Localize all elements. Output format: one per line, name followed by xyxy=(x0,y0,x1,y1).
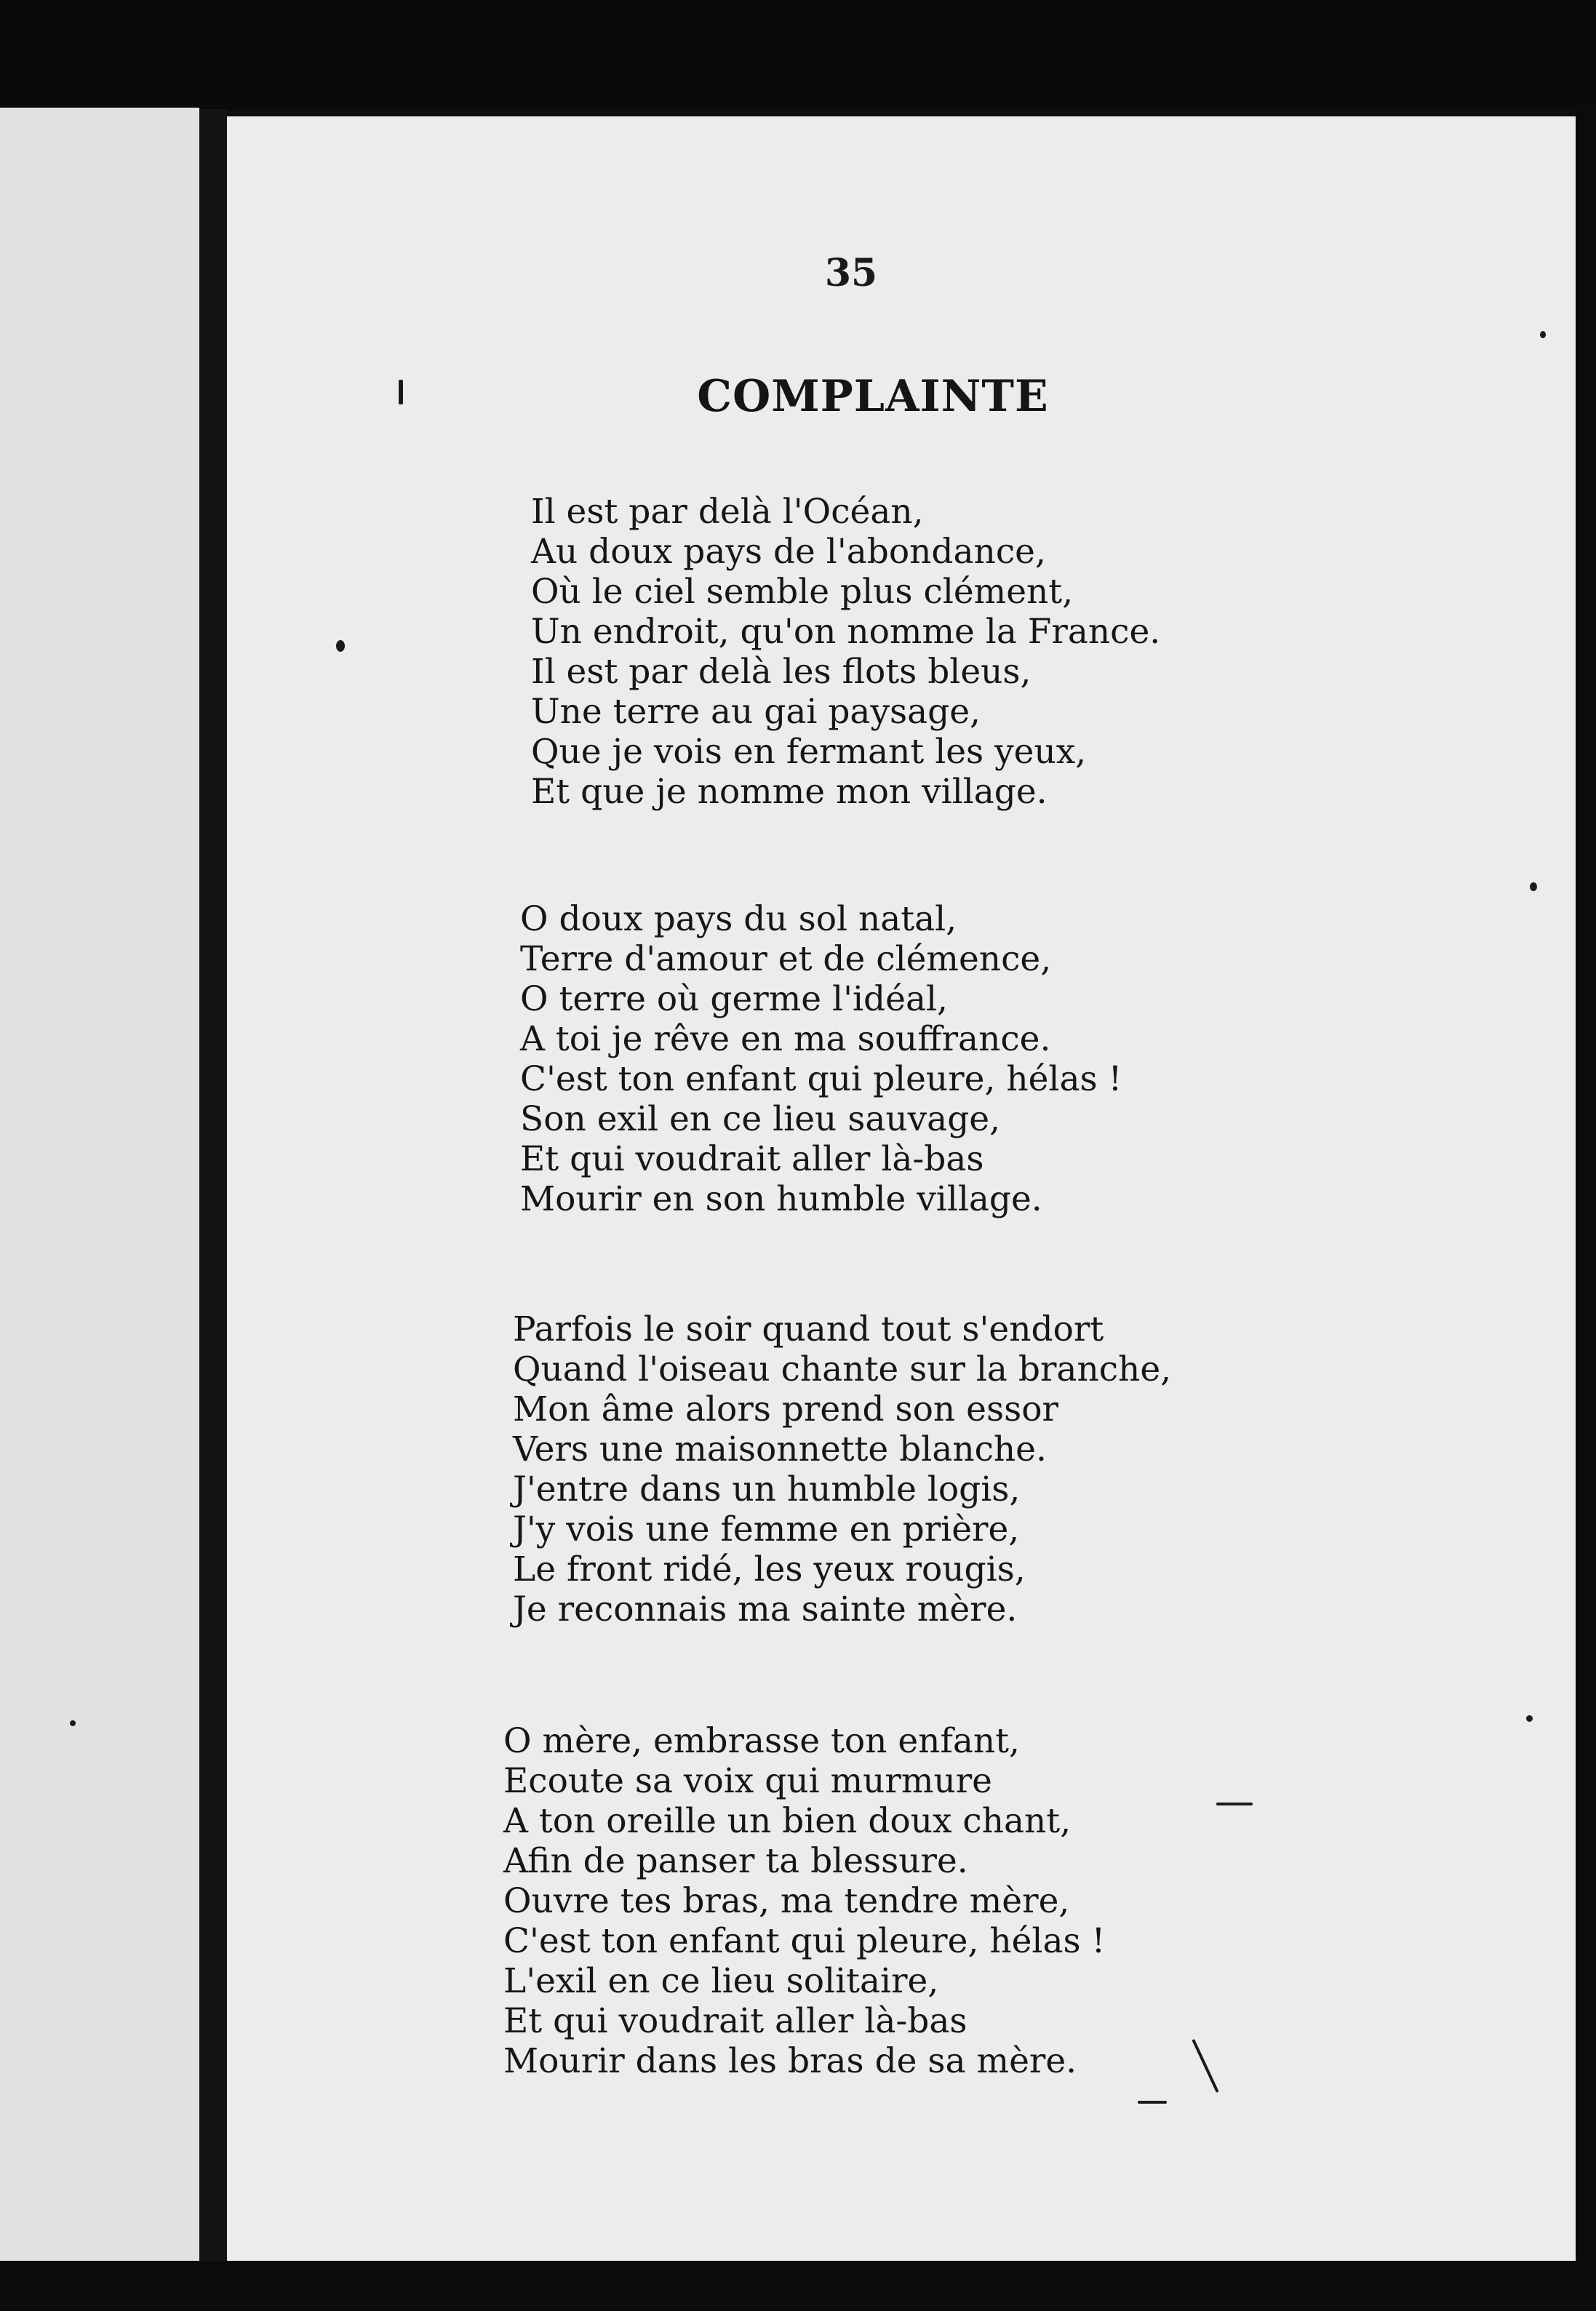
verse-line: Parfois le soir quand tout s'endort xyxy=(513,1309,1104,1349)
verse-line: L'exil en ce lieu solitaire, xyxy=(503,1961,939,2001)
bottom-scan-border xyxy=(0,2261,1596,2311)
verse-line: Il est par delà les flots bleus, xyxy=(531,652,1032,692)
verse-line: Mourir en son humble village. xyxy=(520,1179,1042,1219)
verse-line: C'est ton enfant qui pleure, hélas ! xyxy=(503,1921,1106,1961)
ink-speck xyxy=(1138,2101,1167,2104)
verse-line: O doux pays du sol natal, xyxy=(520,899,957,939)
verse-line: Et que je nomme mon village. xyxy=(531,772,1048,812)
verse-line: Et qui voudrait aller là-bas xyxy=(520,1139,984,1179)
verse-line: Une terre au gai paysage, xyxy=(531,692,981,732)
page-number: 35 xyxy=(824,251,878,295)
top-scan-border xyxy=(0,0,1596,109)
stanza-1 xyxy=(531,492,1258,812)
verse-line: Quand l'oiseau chante sur la branche, xyxy=(513,1349,1172,1389)
verse-line: Le front ridé, les yeux rougis, xyxy=(513,1549,1026,1589)
book-spine-gutter xyxy=(199,109,227,2262)
verse-line: Ecoute sa voix qui murmure xyxy=(503,1761,992,1801)
facing-page-edge xyxy=(0,108,199,2261)
verse-line: A toi je rêve en ma souffrance. xyxy=(520,1019,1051,1059)
verse-line: Mourir dans les bras de sa mère. xyxy=(503,2041,1077,2081)
ink-speck xyxy=(70,1720,76,1726)
verse-line: O terre où germe l'idéal, xyxy=(520,979,948,1019)
verse-line: Mon âme alors prend son essor xyxy=(513,1389,1058,1429)
ink-speck xyxy=(1526,1715,1533,1722)
stanza-3 xyxy=(513,1309,1240,1629)
verse-line: Où le ciel semble plus clément, xyxy=(531,572,1074,612)
ink-speck xyxy=(1530,882,1537,891)
verse-line: Terre d'amour et de clémence, xyxy=(520,939,1052,979)
stanza-2 xyxy=(520,899,1248,1219)
verse-line: Au doux pays de l'abondance, xyxy=(531,532,1046,572)
poem-title: COMPLAINTE xyxy=(697,371,1049,422)
verse-line: J'entre dans un humble logis, xyxy=(513,1469,1021,1509)
verse-line: C'est ton enfant qui pleure, hélas ! xyxy=(520,1059,1122,1099)
verse-line: Que je vois en fermant les yeux, xyxy=(531,732,1087,772)
ink-speck xyxy=(1540,331,1546,338)
verse-line: Je reconnais ma sainte mère. xyxy=(513,1589,1018,1629)
verse-line: Son exil en ce lieu sauvage, xyxy=(520,1099,1001,1139)
ink-speck xyxy=(336,640,345,652)
verse-line: O mère, embrasse ton enfant, xyxy=(503,1721,1020,1761)
verse-line: A ton oreille un bien doux chant, xyxy=(503,1801,1072,1841)
verse-line: Vers une maisonnette blanche. xyxy=(513,1429,1047,1469)
verse-line: J'y vois une femme en prière, xyxy=(513,1509,1020,1549)
verse-line: Ouvre tes bras, ma tendre mère, xyxy=(503,1881,1070,1921)
right-scan-border xyxy=(1576,102,1596,2311)
verse-line: Il est par delà l'Océan, xyxy=(531,492,924,532)
verse-line: Un endroit, qu'on nomme la France. xyxy=(531,612,1161,652)
verse-line: Afin de panser ta blessure. xyxy=(503,1841,968,1881)
stanza-4 xyxy=(503,1721,1231,2081)
verse-line: Et qui voudrait aller là-bas xyxy=(503,2001,967,2041)
ink-speck xyxy=(399,380,403,404)
